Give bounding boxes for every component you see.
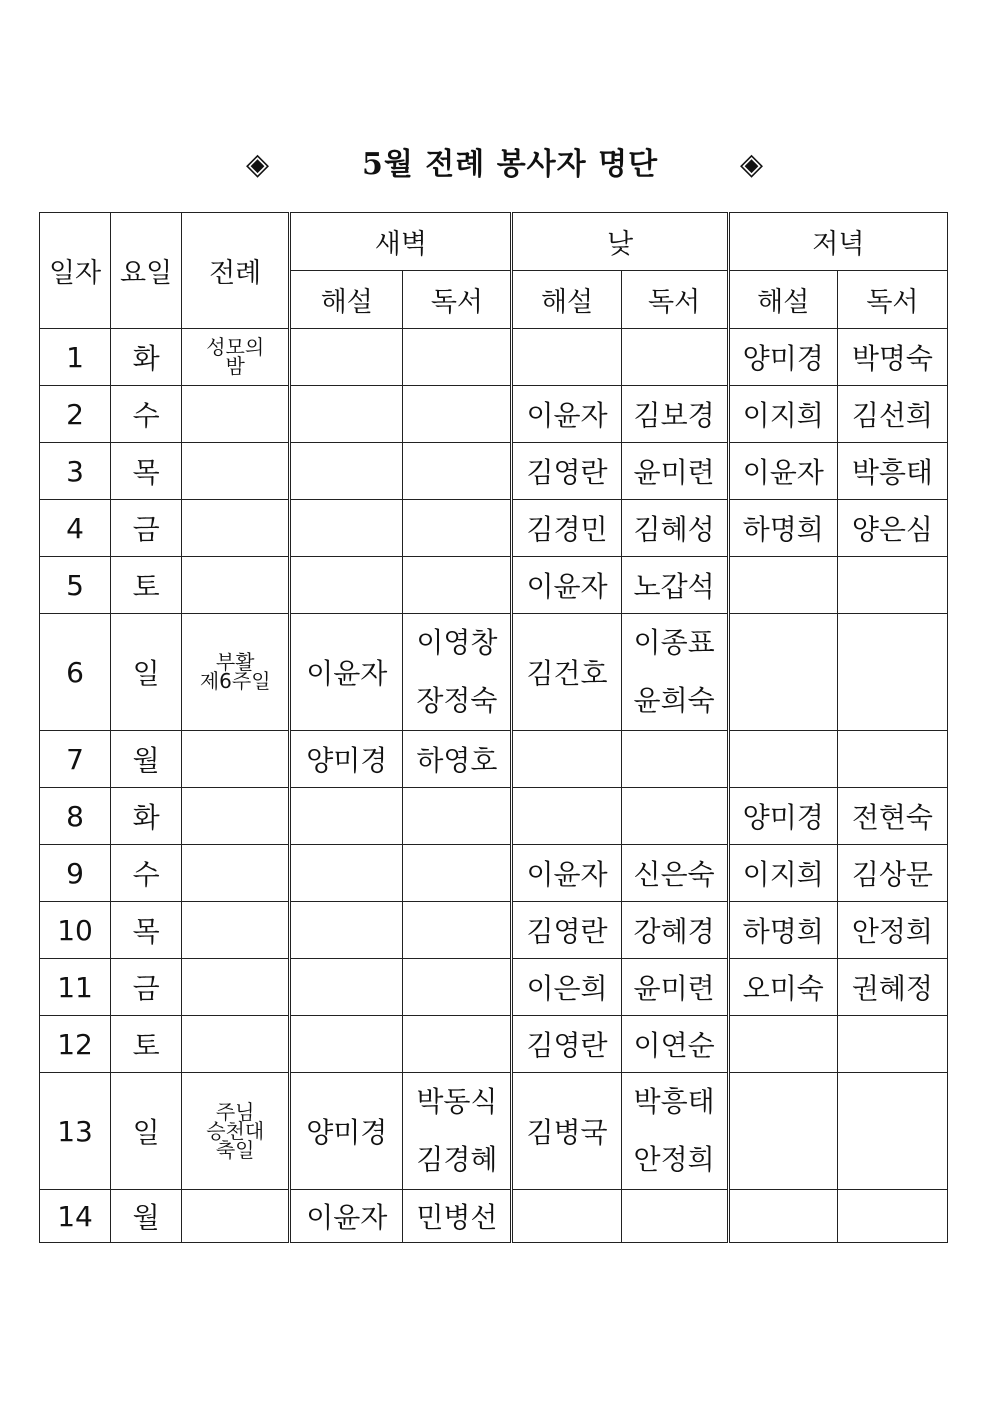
header-dawn-commentary: 해설 <box>290 271 403 329</box>
liturgy-line: 주님 <box>215 1099 255 1124</box>
header-group-dawn: 새벽 <box>290 213 512 271</box>
evening-reading-cell: 김상문 <box>837 845 947 902</box>
weekday-cell: 수 <box>111 386 182 443</box>
liturgy-line: 성모의 <box>206 335 265 359</box>
evening-reading-cell: 양은심 <box>837 500 947 557</box>
weekday-cell: 수 <box>111 845 182 902</box>
weekday-cell: 금 <box>111 500 182 557</box>
dawn-reading-cell <box>403 329 512 386</box>
header-group-noon: 낮 <box>512 213 728 271</box>
header-evening-commentary: 해설 <box>728 271 837 329</box>
date-cell: 2 <box>40 386 111 443</box>
dawn-commentary-cell <box>290 386 403 443</box>
dawn-commentary-cell <box>290 845 403 902</box>
dawn-reading-cell <box>403 1016 512 1073</box>
evening-commentary-cell: 이지희 <box>728 386 837 443</box>
name-line: 하영호 <box>416 744 498 777</box>
noon-commentary-cell: 이윤자 <box>512 557 621 614</box>
dawn-commentary-cell <box>290 788 403 845</box>
noon-reading-cell <box>621 557 728 614</box>
liturgy-cell <box>182 1073 290 1190</box>
noon-reading-cell <box>621 902 728 959</box>
evening-reading-cell <box>837 614 947 731</box>
noon-commentary-cell: 김영란 <box>512 443 621 500</box>
dawn-commentary-cell <box>290 500 403 557</box>
dawn-reading-cell <box>403 500 512 557</box>
liturgy-cell <box>182 500 290 557</box>
dawn-commentary-cell <box>290 902 403 959</box>
evening-reading-cell <box>837 731 947 788</box>
dawn-reading-cell <box>403 959 512 1016</box>
header-group-evening: 저녁 <box>728 213 947 271</box>
name-line: 장정숙 <box>416 684 498 717</box>
dawn-commentary-cell: 양미경 <box>290 731 403 788</box>
weekday-cell: 목 <box>111 443 182 500</box>
noon-commentary-cell: 이윤자 <box>512 386 621 443</box>
name-line: 김혜성 <box>633 513 715 546</box>
noon-commentary-cell: 김영란 <box>512 902 621 959</box>
name-line: 강혜경 <box>633 915 715 948</box>
name-line: 윤희숙 <box>633 684 715 717</box>
noon-commentary-cell <box>512 731 621 788</box>
name-line: 김보경 <box>633 399 715 432</box>
name-line: 박흥태 <box>633 1085 715 1118</box>
date-cell: 4 <box>40 500 111 557</box>
evening-reading-cell: 박명숙 <box>837 329 947 386</box>
evening-reading-cell <box>837 1190 947 1243</box>
header-evening-reading: 독서 <box>837 271 947 329</box>
dawn-commentary-cell <box>290 557 403 614</box>
weekday-cell: 금 <box>111 959 182 1016</box>
header-weekday: 요일 <box>111 213 182 329</box>
weekday-cell: 일 <box>111 1073 182 1190</box>
evening-commentary-cell <box>728 1073 837 1190</box>
noon-commentary-cell: 김건호 <box>512 614 621 731</box>
liturgy-cell <box>182 329 290 386</box>
liturgy-cell <box>182 557 290 614</box>
table-row <box>40 386 948 443</box>
name-line: 박동식 <box>416 1085 498 1118</box>
header-noon-commentary: 해설 <box>512 271 621 329</box>
liturgy-line: 부활 <box>215 650 255 674</box>
table-row <box>40 1190 948 1243</box>
noon-commentary-cell: 김경민 <box>512 500 621 557</box>
header-date: 일자 <box>40 213 111 329</box>
noon-reading-cell <box>621 959 728 1016</box>
evening-reading-cell <box>837 1016 947 1073</box>
dawn-commentary-cell <box>290 329 403 386</box>
liturgy-cell <box>182 443 290 500</box>
liturgy-cell <box>182 845 290 902</box>
evening-commentary-cell: 양미경 <box>728 329 837 386</box>
evening-commentary-cell: 이윤자 <box>728 443 837 500</box>
noon-reading-cell <box>621 845 728 902</box>
name-line: 민병선 <box>416 1201 498 1234</box>
noon-reading-cell <box>621 731 728 788</box>
dawn-commentary-cell: 이윤자 <box>290 614 403 731</box>
schedule-body <box>40 329 948 1243</box>
dawn-commentary-cell: 이윤자 <box>290 1190 403 1243</box>
table-row <box>40 1073 948 1190</box>
date-cell: 5 <box>40 557 111 614</box>
table-row <box>40 329 948 386</box>
name-line: 안정희 <box>633 1143 715 1176</box>
noon-commentary-cell <box>512 788 621 845</box>
noon-commentary-cell <box>512 1190 621 1243</box>
evening-commentary-cell <box>728 731 837 788</box>
weekday-cell: 화 <box>111 788 182 845</box>
dawn-reading-cell <box>403 845 512 902</box>
noon-reading-cell <box>621 329 728 386</box>
evening-commentary-cell: 하명희 <box>728 902 837 959</box>
noon-reading-cell <box>621 500 728 557</box>
evening-reading-cell <box>837 1073 947 1190</box>
dawn-commentary-cell <box>290 1016 403 1073</box>
table-row <box>40 959 948 1016</box>
date-cell: 8 <box>40 788 111 845</box>
evening-commentary-cell: 하명희 <box>728 500 837 557</box>
dawn-reading-cell <box>403 614 512 731</box>
name-line: 윤미련 <box>633 972 715 1005</box>
weekday-cell: 월 <box>111 1190 182 1243</box>
header-dawn-reading: 독서 <box>403 271 512 329</box>
noon-reading-cell <box>621 614 728 731</box>
name-line: 이종표 <box>633 626 715 659</box>
weekday-cell: 목 <box>111 902 182 959</box>
weekday-cell: 토 <box>111 557 182 614</box>
schedule-table <box>39 212 948 1243</box>
header-noon-reading: 독서 <box>621 271 728 329</box>
dawn-commentary-cell <box>290 443 403 500</box>
name-line: 노갑석 <box>633 570 715 603</box>
dawn-reading-cell <box>403 788 512 845</box>
evening-commentary-cell: 이지희 <box>728 845 837 902</box>
liturgy-cell <box>182 902 290 959</box>
liturgy-cell <box>182 788 290 845</box>
noon-reading-cell <box>621 386 728 443</box>
liturgy-line: 승천대 <box>206 1118 265 1143</box>
noon-commentary-cell: 김영란 <box>512 1016 621 1073</box>
evening-commentary-cell: 양미경 <box>728 788 837 845</box>
evening-commentary-cell <box>728 557 837 614</box>
weekday-cell: 일 <box>111 614 182 731</box>
liturgy-cell <box>182 959 290 1016</box>
weekday-cell: 토 <box>111 1016 182 1073</box>
date-cell: 12 <box>40 1016 111 1073</box>
name-line: 신은숙 <box>633 858 715 891</box>
noon-commentary-cell: 김병국 <box>512 1073 621 1190</box>
evening-reading-cell: 안정희 <box>837 902 947 959</box>
name-line: 윤미련 <box>633 456 715 489</box>
dawn-reading-cell <box>403 386 512 443</box>
dawn-reading-cell <box>403 1073 512 1190</box>
noon-reading-cell <box>621 1190 728 1243</box>
liturgy-cell <box>182 731 290 788</box>
noon-reading-cell <box>621 443 728 500</box>
noon-reading-cell <box>621 1073 728 1190</box>
evening-reading-cell: 전현숙 <box>837 788 947 845</box>
table-row <box>40 731 948 788</box>
liturgy-line: 제6주일 <box>199 669 271 693</box>
liturgy-line: 밤 <box>225 354 245 378</box>
dawn-commentary-cell: 양미경 <box>290 1073 403 1190</box>
evening-reading-cell: 권혜정 <box>837 959 947 1016</box>
table-row <box>40 845 948 902</box>
dawn-reading-cell <box>403 1190 512 1243</box>
noon-commentary-cell: 이은희 <box>512 959 621 1016</box>
noon-commentary-cell <box>512 329 621 386</box>
noon-reading-cell <box>621 788 728 845</box>
diamond-icon: ◈ <box>246 147 270 182</box>
header-row-groups <box>40 213 948 271</box>
evening-commentary-cell <box>728 1190 837 1243</box>
evening-reading-cell: 박흥태 <box>837 443 947 500</box>
evening-commentary-cell <box>728 614 837 731</box>
table-row <box>40 557 948 614</box>
liturgy-cell <box>182 614 290 731</box>
dawn-reading-cell <box>403 557 512 614</box>
header-liturgy: 전례 <box>182 213 290 329</box>
table-row <box>40 443 948 500</box>
title-row <box>0 143 992 187</box>
date-cell: 14 <box>40 1190 111 1243</box>
weekday-cell: 월 <box>111 731 182 788</box>
dawn-reading-cell <box>403 902 512 959</box>
name-line: 이영창 <box>416 626 498 659</box>
table-row <box>40 614 948 731</box>
name-line: 이연순 <box>633 1029 715 1062</box>
page-title: 5월 전례 봉사자 명단 <box>362 147 659 182</box>
name-line: 김경혜 <box>416 1143 498 1176</box>
diamond-icon: ◈ <box>740 147 764 182</box>
date-cell: 11 <box>40 959 111 1016</box>
table-row <box>40 788 948 845</box>
table-row <box>40 902 948 959</box>
noon-commentary-cell: 이윤자 <box>512 845 621 902</box>
dawn-commentary-cell <box>290 959 403 1016</box>
date-cell: 9 <box>40 845 111 902</box>
liturgy-cell <box>182 386 290 443</box>
date-cell: 1 <box>40 329 111 386</box>
noon-reading-cell <box>621 1016 728 1073</box>
liturgy-cell <box>182 1190 290 1243</box>
evening-commentary-cell <box>728 1016 837 1073</box>
liturgy-cell <box>182 1016 290 1073</box>
table-row <box>40 500 948 557</box>
date-cell: 7 <box>40 731 111 788</box>
dawn-reading-cell <box>403 443 512 500</box>
date-cell: 10 <box>40 902 111 959</box>
table-row <box>40 1016 948 1073</box>
weekday-cell: 화 <box>111 329 182 386</box>
evening-commentary-cell: 오미숙 <box>728 959 837 1016</box>
dawn-reading-cell <box>403 731 512 788</box>
date-cell: 6 <box>40 614 111 731</box>
evening-reading-cell <box>837 557 947 614</box>
liturgy-line: 축일 <box>215 1137 255 1162</box>
evening-reading-cell: 김선희 <box>837 386 947 443</box>
date-cell: 3 <box>40 443 111 500</box>
date-cell: 13 <box>40 1073 111 1190</box>
